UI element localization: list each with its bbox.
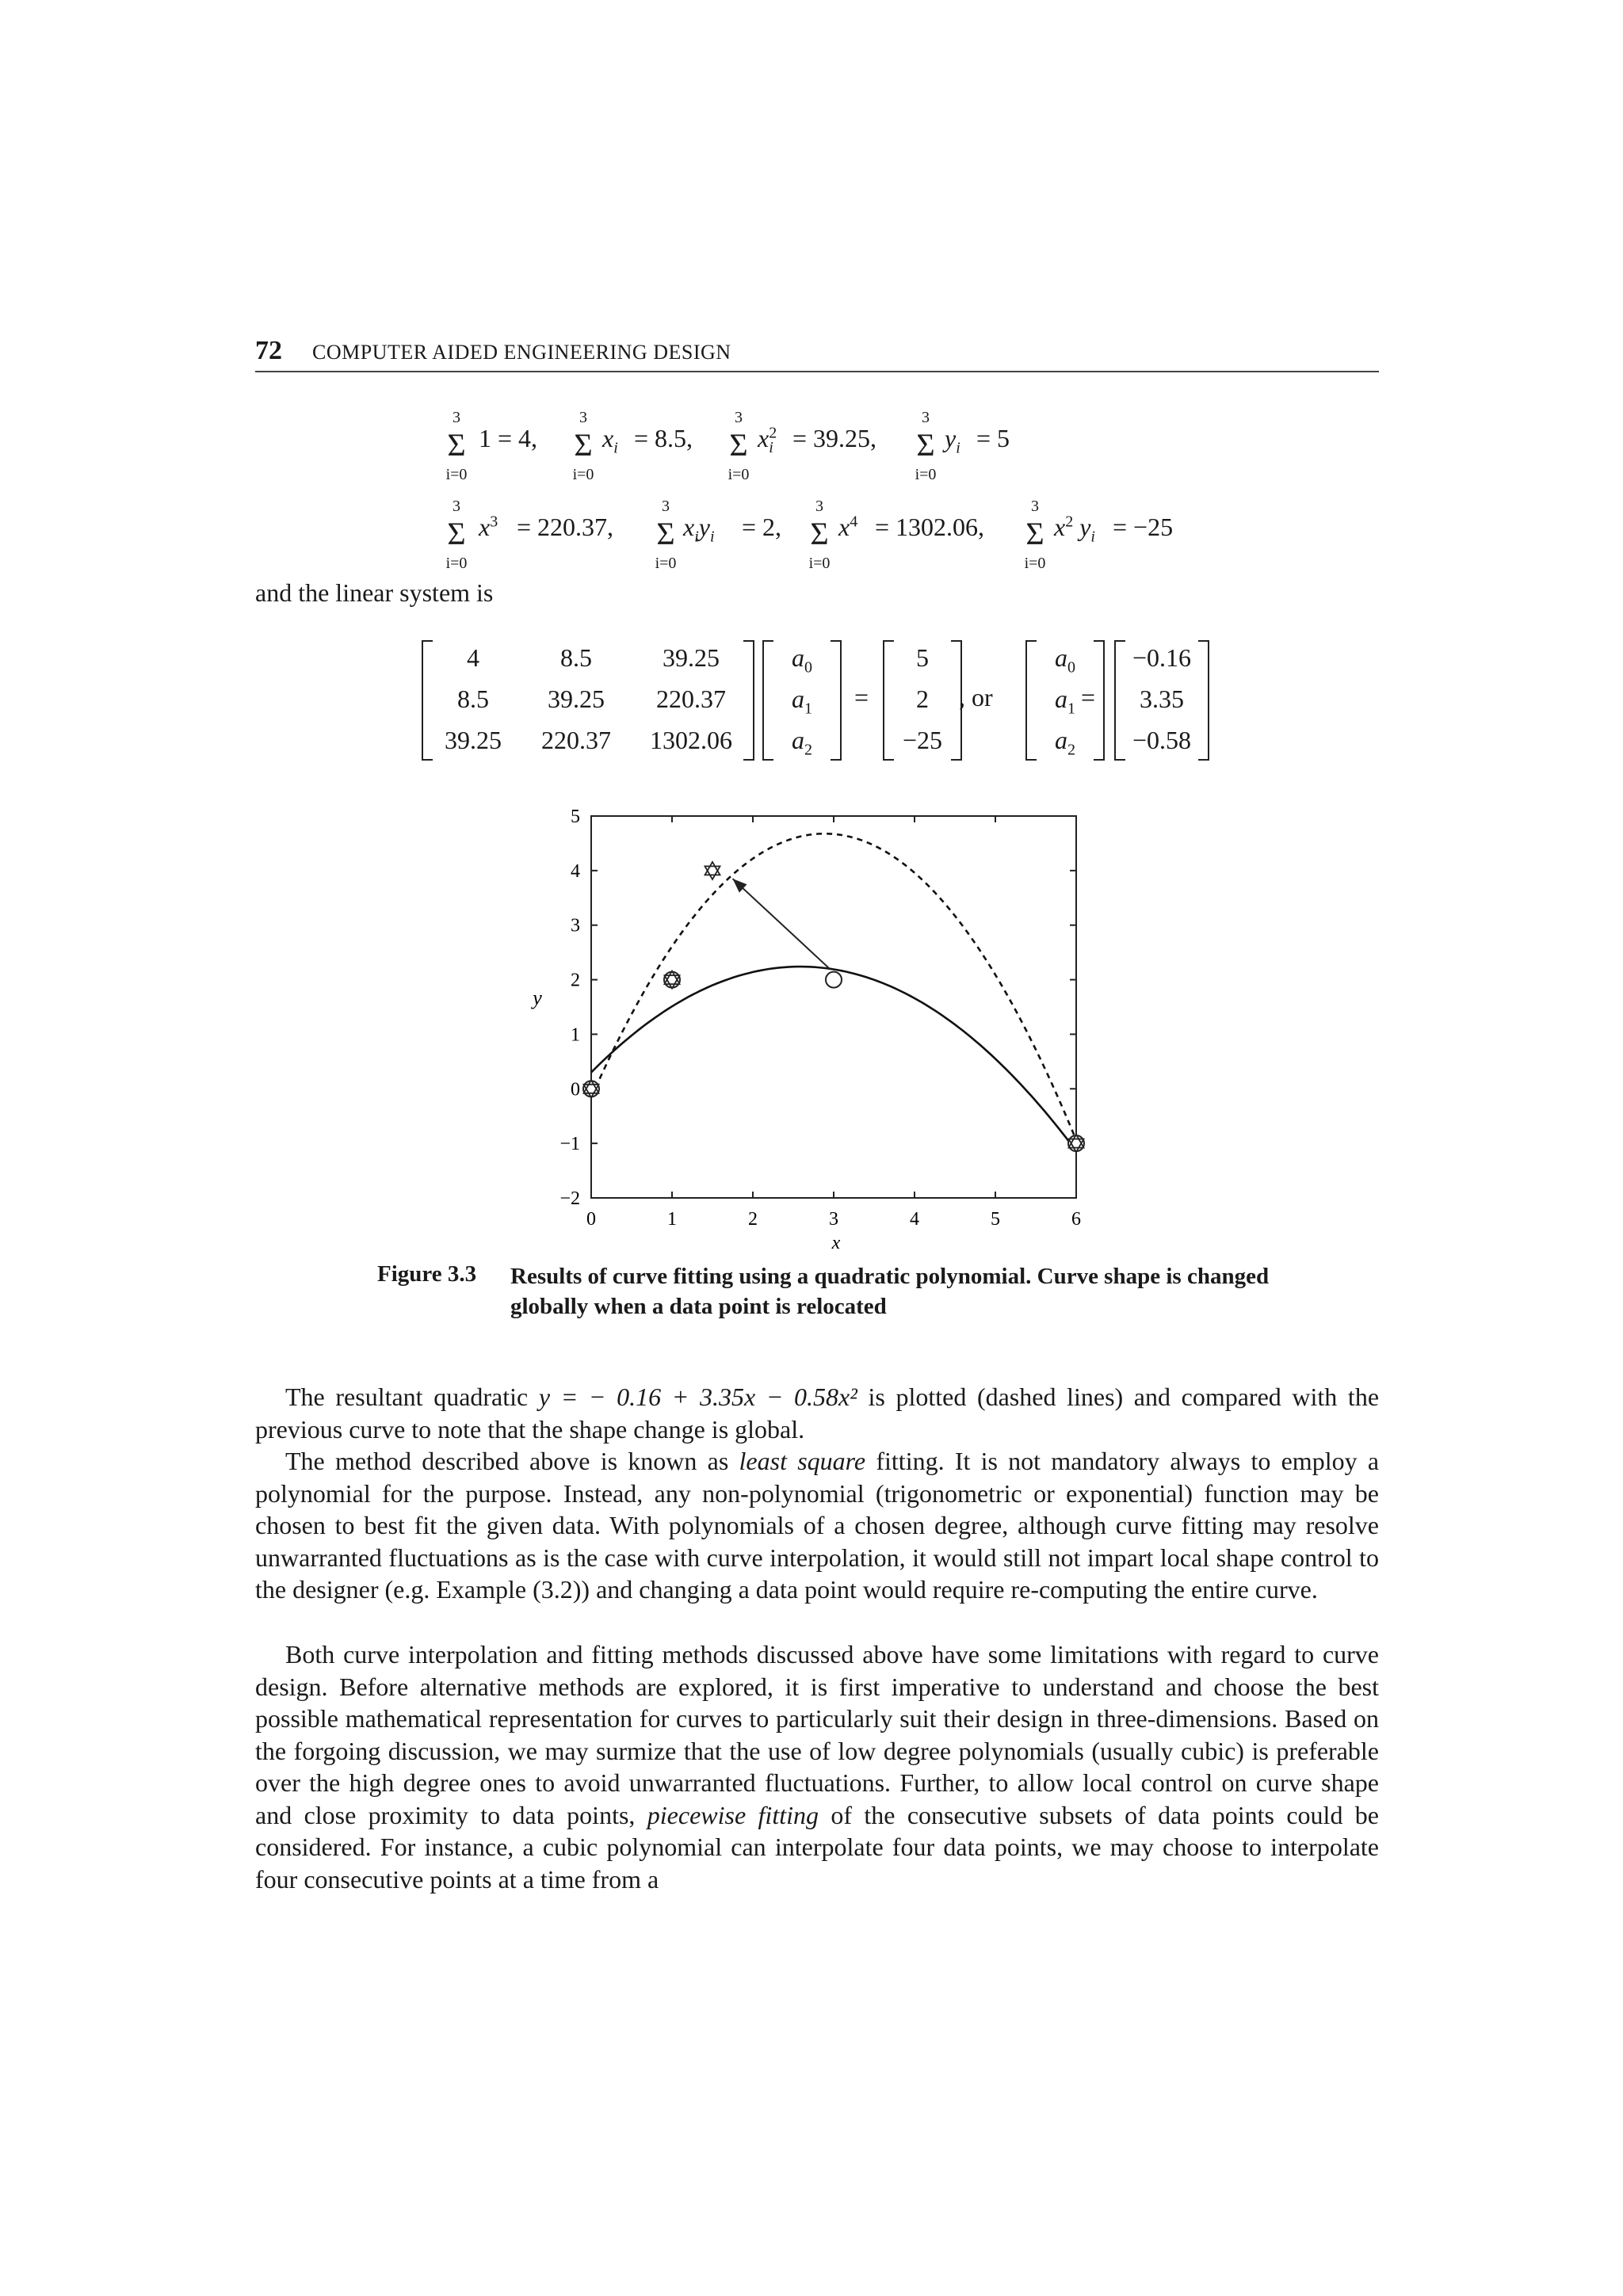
sum-var: $x_i$: [602, 424, 618, 457]
or-text: , or: [959, 683, 993, 711]
sum-var: $x^2_i$: [758, 424, 777, 457]
sum-term-6: = 2,: [742, 513, 782, 541]
sum-term-5: = 220.37,: [517, 513, 614, 541]
y-tick-label: −2: [559, 1188, 580, 1209]
sum-term-2: = 8.5,: [634, 424, 693, 452]
sum-term-4: = 5: [976, 424, 1010, 452]
x-tick-label: 6: [1071, 1209, 1081, 1230]
equals-sign: =: [854, 683, 869, 711]
y-tick-label: 2: [571, 970, 580, 991]
sum-var: $x^2$ $y_i$: [1054, 513, 1095, 546]
paragraph-3: Both curve interpolation and fitting methods discussed above have some limitations with regard to curve design. Before alternative methods are explored, it is first imperative to understand and choose the best possible mathematical representation for curves to particularly suit their design in three-dimensions. Based on the forgoing discussion, we may surmize that the use of low degree polynomials (usually cubic) is preferable over the high degree ones to avoid unwarranted fluctuations. Further, to allow local control on curve shape and close proximity to data points, piecewise fitting of the consecutive subsets of data points could be considered. For instance, a cubic polynomial can interpolate four data points, we may choose to interpolate four consecutive points at a time from a: [255, 1640, 1380, 1894]
unknown-vector: $a_0$ $a_1$ $a_2$: [762, 640, 842, 761]
figure-label: Figure 3.3: [377, 1261, 477, 1287]
solid-fit-curve: [591, 967, 1076, 1151]
paragraph-2: The method described above is known as least square fitting. It is not mandatory always to employ a polynomial for the purpose. Instead, any non-polynomial (trigonometric or exponential) function may be chosen to best fit the given data. With polynomials of a chosen degree, although curve fitting may resolve unwarranted fluctuations as is the case with curve interpolation, it would still not impart local shape control to the designer (e.g. Example (3.2)) and changing a data point would require re-computing the entire curve.: [255, 1447, 1380, 1604]
rhs-vector: 5 2 −25: [883, 640, 962, 761]
y-axis-label: y: [533, 986, 542, 1009]
sum-var: $x^3$: [479, 513, 498, 541]
intro-text: and the linear system is: [255, 578, 494, 607]
y-tick-label: −1: [559, 1134, 580, 1155]
quadratic-equation: y = − 0.16 + 3.35x − 0.58x²: [538, 1383, 869, 1411]
y-tick-label: 4: [571, 860, 580, 882]
x-axis-label: x: [831, 1233, 841, 1253]
y-tick-label: 1: [571, 1024, 580, 1046]
page-number: 72: [255, 336, 282, 365]
figure-caption-text: Results of curve fitting using a quadratic polynomial. Curve shape is changed globally when a data point is relocated: [510, 1264, 1270, 1319]
sum-term-3: = 39.25,: [792, 424, 877, 452]
solution-unknown-vector: $a_0$ $a_1$ $a_2$: [1025, 640, 1105, 761]
sum-var: $x_iy_i$: [683, 513, 715, 546]
x-tick-label: 0: [586, 1209, 596, 1230]
relocation-arrow: [733, 879, 830, 969]
coefficient-matrix: 4 8.5 39.25 8.5 39.25 220.37 39.25 220.37 1302.06: [422, 640, 754, 761]
y-tick-label: 0: [571, 1079, 580, 1100]
y-tick-label: 5: [571, 807, 580, 827]
data-point-star: [705, 866, 720, 879]
x-tick-label: 3: [829, 1209, 838, 1230]
running-title: COMPUTER AIDED ENGINEERING DESIGN: [312, 341, 731, 364]
sum-term-1: 1 = 4,: [479, 424, 538, 452]
data-point-star: [705, 862, 720, 875]
y-tick-label: 3: [571, 915, 580, 936]
x-tick-label: 1: [667, 1209, 677, 1230]
data-point-circle: [826, 972, 842, 988]
x-tick-label: 5: [991, 1209, 1000, 1230]
sum-var: $y_i$: [945, 424, 960, 457]
paragraph-1: The resultant quadratic y = − 0.16 + 3.35x − 0.58x² is plotted (dashed lines) and compared with the previous curve to note that the shape change is global.: [255, 1383, 1380, 1444]
x-tick-label: 4: [910, 1209, 919, 1230]
solution-vector: −0.16 3.35 −0.58: [1114, 640, 1209, 761]
plot-frame: [591, 816, 1076, 1198]
equals-sign: =: [1081, 683, 1096, 711]
sum-var: $x^4$: [838, 513, 858, 541]
sum-term-8: = −25: [1113, 513, 1174, 541]
x-tick-label: 2: [748, 1209, 758, 1230]
sum-term-7: = 1302.06,: [875, 513, 985, 541]
